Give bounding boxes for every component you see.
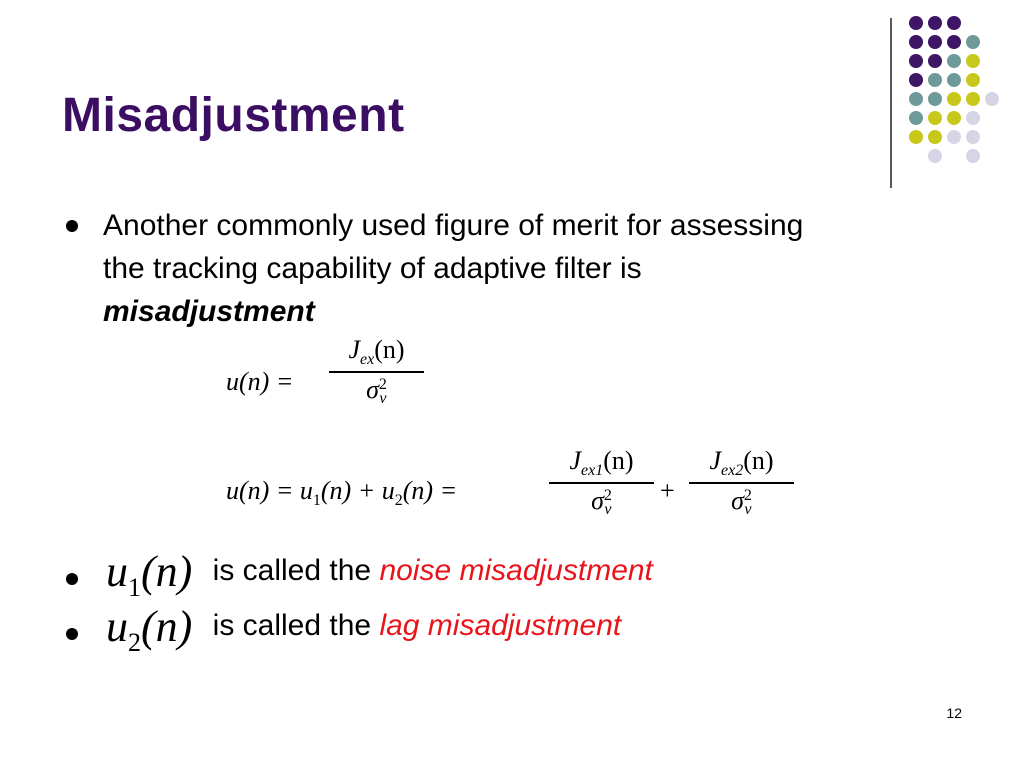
decorative-dot — [909, 54, 923, 68]
decorative-dot — [909, 130, 923, 144]
decorative-dot — [966, 149, 980, 163]
bullet-marker — [66, 220, 78, 232]
decorative-dot — [928, 111, 942, 125]
decorative-dot — [947, 92, 961, 106]
decorative-dot — [966, 35, 980, 49]
decorative-dot — [966, 92, 980, 106]
decorative-dot — [947, 130, 961, 144]
eq1-numerator: $J_{ex}(n)$ — [348, 335, 405, 369]
decorative-dot — [909, 35, 923, 49]
decorative-dot-grid — [905, 12, 1015, 172]
eq1-lhs: u(n) = — [226, 367, 294, 396]
bullet-marker — [66, 628, 78, 640]
decorative-dot — [928, 73, 942, 87]
decorative-dot — [928, 92, 942, 106]
bullet-line-1: Another commonly used figure of merit for assessing — [103, 209, 804, 242]
bullet-lag-misadjustment — [106, 601, 621, 658]
bullet-noise-misadjustment — [106, 546, 653, 603]
eq1-fraction — [329, 335, 424, 406]
eq2-plus: + — [660, 476, 675, 505]
decorative-dot — [947, 54, 961, 68]
equation-2 — [226, 446, 806, 546]
decorative-dot — [966, 73, 980, 87]
eq2-lhs: $u(n) = u_1(n) + u_2(n)$ = — [226, 476, 458, 510]
decorative-dot — [966, 54, 980, 68]
decorative-dot — [928, 54, 942, 68]
u2-symbol: $u_2(n)$ — [106, 602, 193, 657]
page-number: 12 — [946, 705, 962, 721]
bullet-line-2: the tracking capability of adaptive filter is — [103, 252, 642, 285]
eq2-fraction-2 — [689, 446, 794, 517]
decorative-dot — [947, 73, 961, 87]
slide-title: Misadjustment — [62, 89, 405, 142]
decorative-dot — [909, 16, 923, 30]
eq2-f1-bar — [549, 482, 654, 484]
u1-symbol: $u_1(n)$ — [106, 547, 193, 602]
decorative-dot — [966, 130, 980, 144]
decorative-divider — [890, 18, 892, 188]
bullet-paragraph — [103, 204, 983, 333]
noise-label: is called the noise misadjustment — [212, 554, 653, 587]
bullet-emphasis: misadjustment — [103, 295, 315, 328]
eq1-denominator: σ 2 ν — [366, 374, 387, 407]
eq2-f1-numerator: $J_{ex1}(n)$ — [569, 446, 634, 480]
decorative-dot — [909, 111, 923, 125]
decorative-dot — [985, 92, 999, 106]
eq2-fraction-1 — [549, 446, 654, 517]
decorative-dot — [947, 16, 961, 30]
decorative-dot — [909, 73, 923, 87]
decorative-dot — [947, 35, 961, 49]
lag-label: is called the lag misadjustment — [212, 609, 622, 642]
decorative-dot — [928, 130, 942, 144]
eq2-f2-bar — [689, 482, 794, 484]
decorative-dot — [947, 111, 961, 125]
decorative-dot — [909, 92, 923, 106]
eq2-f2-numerator: $J_{ex2}(n)$ — [709, 446, 774, 480]
bullet-marker — [66, 573, 78, 585]
decorative-dot — [966, 111, 980, 125]
eq2-f2-denominator: σ 2 ν — [731, 485, 752, 518]
eq2-f1-denominator: σ 2 ν — [591, 485, 612, 518]
eq1-fraction-bar — [329, 371, 424, 373]
decorative-dot — [928, 16, 942, 30]
decorative-dot — [928, 35, 942, 49]
equation-1 — [226, 335, 446, 435]
decorative-dot — [928, 149, 942, 163]
